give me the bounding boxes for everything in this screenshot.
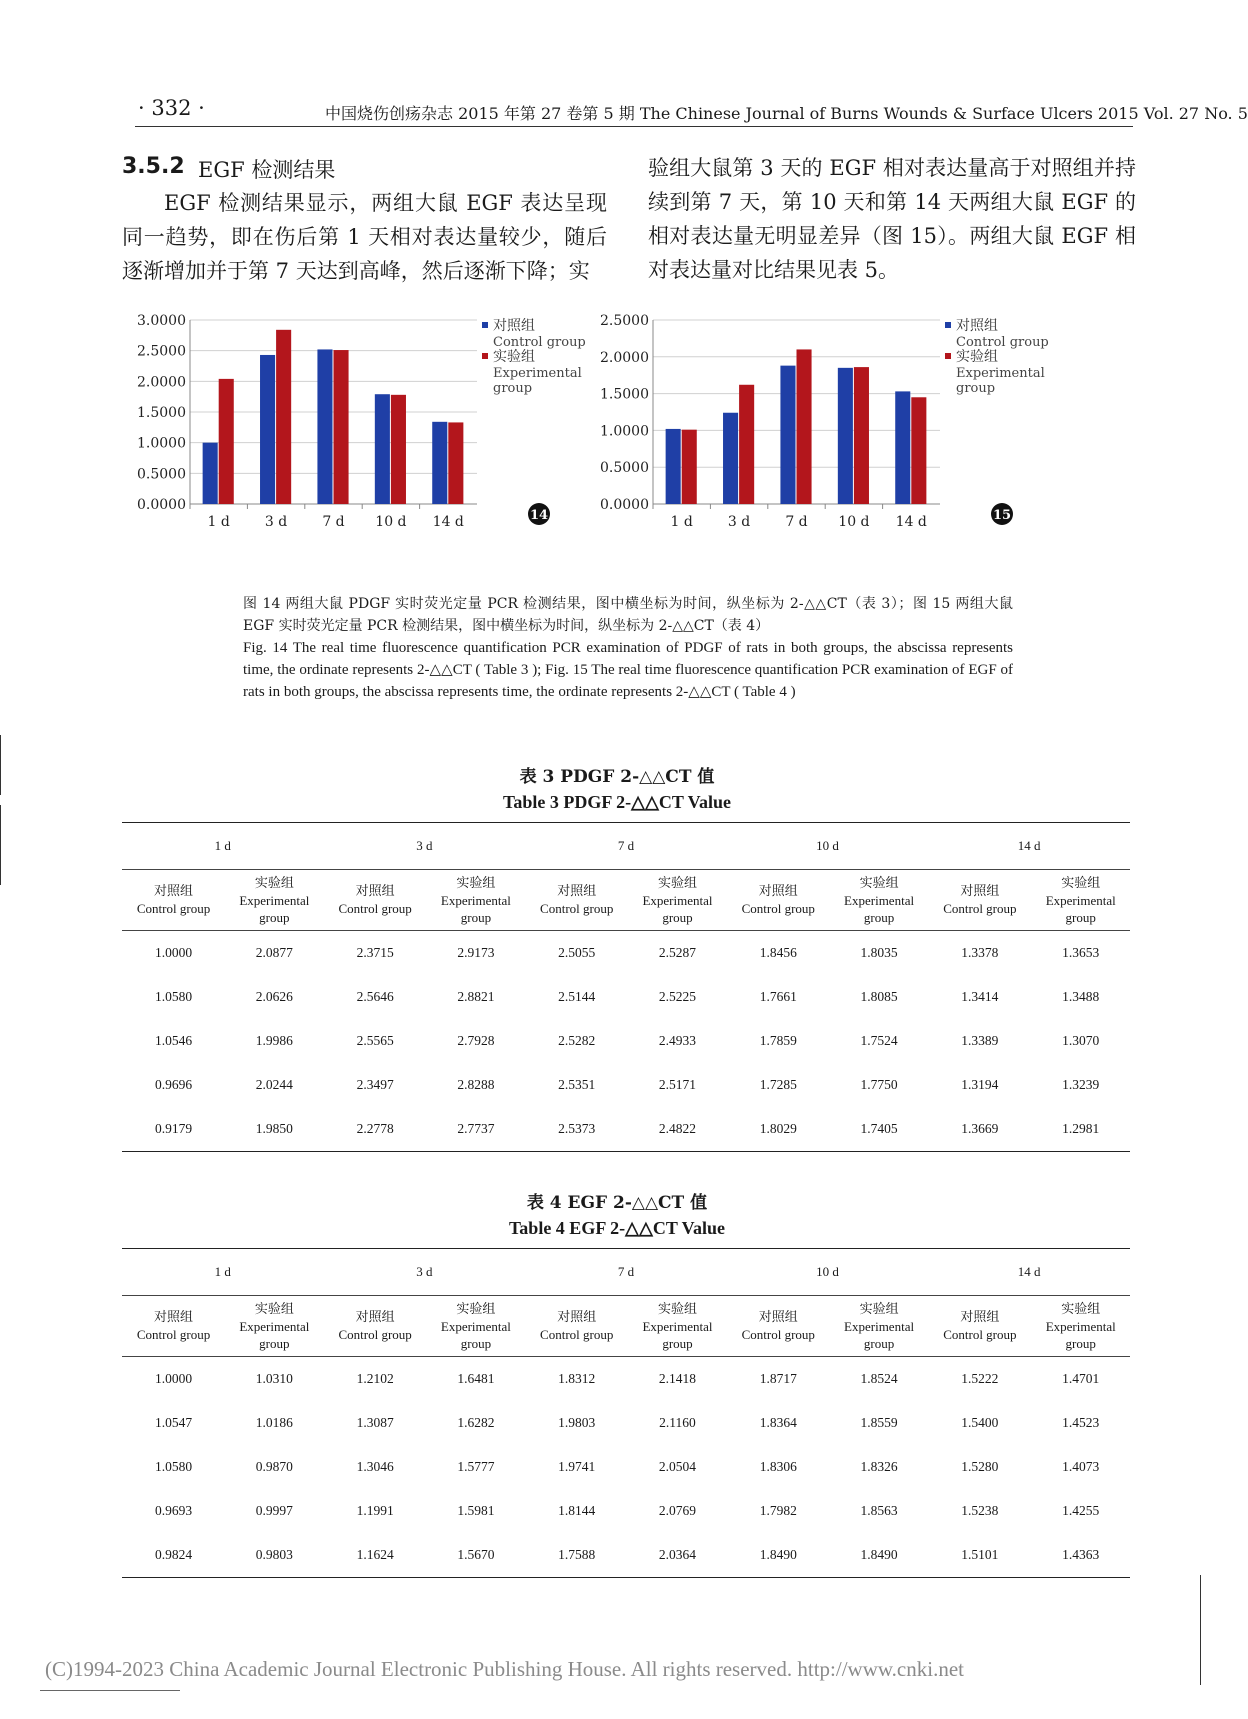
table-cell: 2.5351 — [558, 1077, 596, 1092]
table-cell: 1.5777 — [457, 1459, 495, 1474]
experimental-group-header: 实验组 Experimental group — [427, 870, 525, 931]
table-cell: 1.5238 — [961, 1503, 999, 1518]
table-cell: 1.9741 — [558, 1459, 596, 1474]
table-cell: 1.4073 — [1062, 1459, 1100, 1474]
bar-experimental — [682, 430, 697, 504]
bar-experimental — [911, 397, 926, 504]
table-cell: 1.2102 — [356, 1371, 394, 1386]
column-group-header: 1 d — [122, 1249, 324, 1296]
table-cell: 2.9173 — [457, 945, 495, 960]
bar-control — [260, 355, 275, 504]
table-cell: 2.0364 — [628, 1533, 726, 1578]
x-tick-label: 14 d — [895, 514, 927, 530]
table-cell: 2.4933 — [658, 1033, 697, 1048]
table-cell: 1.3488 — [1062, 989, 1100, 1004]
table-cell: 2.8288 — [457, 1077, 495, 1092]
table-cell: 1.7982 — [759, 1503, 797, 1518]
table3-title-en: Table 3 PDGF 2-△△CT Value — [502, 792, 732, 812]
table-cell: 1.3194 — [961, 1077, 999, 1092]
experimental-group-header: 实验组 Experimental group — [628, 1296, 726, 1357]
table-cell: 2.5646 — [356, 989, 394, 1004]
paragraph-text: EGF 检测结果显示，两组大鼠 EGF 表达呈现同一趋势，即在伤后第 1 天相对表达量较少，随后逐渐增加并于第 7 天达到高峰，然后逐渐下降；实 — [122, 191, 607, 283]
table-4 — [122, 1248, 1130, 1578]
footer-rule — [40, 1690, 180, 1691]
bar-experimental — [391, 395, 406, 504]
table4-title-zh: 表 4 EGF 2-△△CT 值 — [526, 1193, 708, 1213]
table-cell: 1.0580 — [154, 1459, 193, 1474]
legend-label-en: Control group — [493, 335, 586, 350]
table-cell: 2.0877 — [255, 945, 293, 960]
table4-title-en: Table 4 EGF 2-△△CT Value — [508, 1218, 726, 1238]
y-tick-label: 2.5000 — [137, 343, 186, 360]
table-cell: 2.2778 — [324, 1107, 427, 1152]
table-row — [122, 1107, 1130, 1152]
table-cell: 1.1624 — [324, 1533, 427, 1578]
table-cell: 1.3669 — [928, 1107, 1031, 1152]
experimental-group-header: 实验组 Experimental group — [427, 1296, 525, 1357]
table-cell: 2.5282 — [558, 1033, 596, 1048]
table-cell: 1.7285 — [759, 1077, 797, 1092]
table-cell: 1.8563 — [860, 1503, 898, 1518]
table-cell: 0.9870 — [255, 1459, 293, 1474]
control-group-header: 对照组 Control group — [928, 1296, 1031, 1357]
table-row — [122, 1445, 1130, 1489]
bar-experimental — [276, 330, 291, 504]
table-cell: 2.0769 — [658, 1503, 697, 1518]
column-group-header: 10 d — [727, 1249, 929, 1296]
bar-experimental — [334, 350, 349, 504]
table-cell: 1.7524 — [860, 1033, 898, 1048]
legend-swatch — [482, 353, 488, 359]
table-cell: 0.9696 — [154, 1077, 193, 1092]
table-cell: 2.7737 — [427, 1107, 525, 1152]
table-cell: 1.7859 — [759, 1033, 797, 1048]
control-group-header: 对照组 Control group — [525, 870, 628, 931]
table-cell: 1.5280 — [961, 1459, 999, 1474]
running-head: 中国烧伤创疡杂志 2015 年第 27 卷第 5 期 The Chinese Journal of Burns Wounds & Surface Ulcers 2015 Vol. 27 No. 5 — [325, 104, 1248, 123]
table3-title-zh: 表 3 PDGF 2-△△CT 值 — [519, 767, 715, 787]
table-cell: 2.7928 — [457, 1033, 495, 1048]
table-cell: 2.0504 — [658, 1459, 697, 1474]
bar-experimental — [448, 422, 463, 504]
table-cell: 1.7405 — [830, 1107, 928, 1152]
column-group-header: 14 d — [928, 823, 1130, 870]
table-cell: 1.8085 — [860, 989, 898, 1004]
y-tick-label: 3.0000 — [137, 313, 186, 329]
table-cell: 1.3070 — [1062, 1033, 1100, 1048]
legend-label-en: Experimental — [493, 366, 582, 381]
legend-label-en: Experimental — [956, 366, 1045, 381]
table-cell: 1.3046 — [356, 1459, 394, 1474]
control-group-header: 对照组 Control group — [727, 1296, 830, 1357]
table-cell: 2.5055 — [558, 945, 596, 960]
table-cell: 1.3414 — [961, 989, 999, 1004]
legend-label-zh: 实验组 — [493, 349, 535, 365]
table-cell: 1.5101 — [928, 1533, 1031, 1578]
table-cell: 1.4701 — [1062, 1371, 1100, 1386]
control-group-header: 对照组 Control group — [525, 1296, 628, 1357]
margin-mark — [1200, 1575, 1201, 1685]
table-cell: 1.3378 — [961, 945, 999, 960]
table-cell: 2.8821 — [457, 989, 495, 1004]
y-tick-label: 0.0000 — [137, 497, 186, 513]
control-group-header: 对照组 Control group — [928, 870, 1031, 931]
legend-label-en: group — [493, 381, 533, 396]
y-tick-label: 0.5000 — [137, 466, 186, 483]
table-cell: 1.6481 — [457, 1371, 495, 1386]
y-tick-label: 2.5000 — [600, 313, 649, 329]
x-tick-label: 10 d — [838, 514, 870, 530]
experimental-group-header: 实验组 Experimental group — [1031, 1296, 1130, 1357]
figure-number: 15 — [992, 508, 1012, 523]
legend-swatch — [945, 322, 951, 328]
bar-control — [203, 443, 218, 504]
table-cell: 1.8559 — [860, 1415, 898, 1430]
table-cell: 0.9179 — [122, 1107, 225, 1152]
bar-control — [723, 413, 738, 504]
y-tick-label: 1.5000 — [137, 405, 186, 421]
table-cell: 1.5670 — [427, 1533, 525, 1578]
table-cell: 2.5565 — [356, 1033, 394, 1048]
table-cell: 1.0000 — [154, 1371, 193, 1386]
bar-control — [895, 391, 910, 504]
section-title: EGF 检测结果 — [198, 158, 336, 182]
table-cell: 1.9986 — [255, 1033, 293, 1048]
x-tick-label: 3 d — [264, 514, 288, 530]
body-paragraph-right — [648, 151, 1136, 287]
table-cell: 1.9850 — [225, 1107, 323, 1152]
legend-swatch — [945, 353, 951, 359]
table-cell: 1.8717 — [759, 1371, 797, 1386]
y-tick-label: 2.0000 — [600, 349, 649, 366]
table-cell: 1.8306 — [759, 1459, 797, 1474]
control-group-header: 对照组 Control group — [324, 870, 427, 931]
table-cell: 1.2981 — [1031, 1107, 1130, 1152]
legend-label-zh: 实验组 — [956, 349, 998, 365]
table-cell: 1.3389 — [961, 1033, 999, 1048]
control-group-header: 对照组 Control group — [122, 1296, 225, 1357]
x-tick-label: 1 d — [207, 514, 230, 530]
bar-experimental — [854, 367, 869, 504]
table-cell: 1.0580 — [154, 989, 193, 1004]
bar-control — [317, 349, 332, 504]
column-group-header: 14 d — [928, 1249, 1130, 1296]
table-cell: 1.3087 — [356, 1415, 394, 1430]
figure-14-bar-chart — [137, 313, 610, 583]
table-cell: 1.4255 — [1062, 1503, 1100, 1518]
table-cell: 1.0547 — [154, 1415, 193, 1430]
control-group-header: 对照组 Control group — [727, 870, 830, 931]
x-tick-label: 3 d — [727, 514, 751, 530]
x-tick-label: 14 d — [432, 514, 464, 530]
legend-label-zh: 对照组 — [493, 318, 535, 334]
table-cell: 0.9824 — [122, 1533, 225, 1578]
experimental-group-header: 实验组 Experimental group — [628, 870, 726, 931]
legend-label-en: Control group — [956, 335, 1049, 350]
column-group-header: 7 d — [525, 1249, 727, 1296]
table-cell: 1.8490 — [727, 1533, 830, 1578]
figure-15-bar-chart — [600, 313, 1115, 583]
table-cell: 2.1160 — [659, 1415, 696, 1430]
table-cell: 1.4363 — [1031, 1533, 1130, 1578]
table-row — [122, 931, 1130, 976]
bar-experimental — [797, 349, 812, 504]
x-tick-label: 7 d — [322, 514, 345, 530]
experimental-group-header: 实验组 Experimental group — [225, 1296, 323, 1357]
table-cell: 1.9803 — [558, 1415, 596, 1430]
table-cell: 1.0310 — [255, 1371, 293, 1386]
y-tick-label: 1.0000 — [137, 435, 186, 452]
table-row — [122, 1357, 1130, 1402]
bar-control — [780, 366, 795, 504]
bar-control — [375, 394, 390, 504]
table-cell: 1.0546 — [154, 1033, 193, 1048]
bar-control — [432, 422, 447, 504]
table-cell: 2.0626 — [255, 989, 293, 1004]
table-row — [122, 1063, 1130, 1107]
table-cell: 1.8364 — [759, 1415, 797, 1430]
margin-mark — [0, 805, 1, 885]
table-cell: 1.8312 — [558, 1371, 596, 1386]
table-cell: 1.8456 — [759, 945, 797, 960]
bar-experimental — [219, 379, 234, 504]
table-cell: 1.8524 — [860, 1371, 898, 1386]
table-cell: 1.7661 — [759, 989, 797, 1004]
experimental-group-header: 实验组 Experimental group — [830, 1296, 928, 1357]
table-cell: 2.3715 — [356, 945, 394, 960]
table-3 — [122, 822, 1130, 1152]
legend-swatch — [482, 322, 488, 328]
table-cell: 2.4822 — [628, 1107, 726, 1152]
table-cell: 2.0244 — [255, 1077, 293, 1092]
header-rule — [135, 126, 1133, 127]
column-group-header: 1 d — [122, 823, 324, 870]
table-cell: 1.6282 — [457, 1415, 495, 1430]
table-row — [122, 1019, 1130, 1063]
bar-control — [666, 429, 681, 504]
body-paragraph-left — [122, 186, 607, 288]
table-cell: 1.0186 — [255, 1415, 293, 1430]
x-tick-label: 10 d — [375, 514, 407, 530]
table-cell: 0.9997 — [255, 1503, 293, 1518]
table-cell: 1.8490 — [830, 1533, 928, 1578]
table-cell: 1.8029 — [727, 1107, 830, 1152]
table-row — [122, 1533, 1130, 1578]
margin-mark — [0, 735, 1, 795]
table-cell: 2.5287 — [658, 945, 697, 960]
copyright-footer: (C)1994-2023 China Academic Journal Electronic Publishing House. All rights reserved. http://www.cnki.net — [45, 1657, 964, 1681]
table-cell: 1.3653 — [1062, 945, 1100, 960]
table-cell: 1.5222 — [961, 1371, 999, 1386]
column-group-header: 7 d — [525, 823, 727, 870]
table-cell: 1.4523 — [1062, 1415, 1100, 1430]
table-cell: 2.5373 — [525, 1107, 628, 1152]
table-cell: 1.1991 — [356, 1503, 394, 1518]
table-cell: 2.5144 — [558, 989, 596, 1004]
experimental-group-header: 实验组 Experimental group — [225, 870, 323, 931]
table-cell: 1.8144 — [558, 1503, 596, 1518]
page-number: · 332 · — [138, 96, 205, 120]
section-number: 3.5.2 — [122, 154, 185, 179]
table-cell: 0.9693 — [154, 1503, 193, 1518]
table-cell: 2.5171 — [658, 1077, 697, 1092]
y-tick-label: 1.0000 — [600, 423, 649, 440]
table-row — [122, 1489, 1130, 1533]
experimental-group-header: 实验组 Experimental group — [1031, 870, 1130, 931]
figure-caption-zh: 图 14 两组大鼠 PDGF 实时荧光定量 PCR 检测结果，图中横坐标为时间，纵坐标为 2-△△CT（表 3）；图 15 两组大鼠 EGF 实时荧光定量 PCR 检测结果，图中横坐标为时间，纵坐标为 2-△△CT（表 4） — [243, 596, 1013, 634]
x-tick-label: 7 d — [785, 514, 808, 530]
table-cell: 2.3497 — [356, 1077, 394, 1092]
bar-experimental — [739, 385, 754, 504]
table-cell: 0.9803 — [225, 1533, 323, 1578]
y-tick-label: 1.5000 — [600, 386, 649, 403]
experimental-group-header: 实验组 Experimental group — [830, 870, 928, 931]
y-tick-label: 0.5000 — [600, 460, 649, 477]
legend-label-zh: 对照组 — [956, 318, 998, 334]
column-group-header: 3 d — [324, 823, 526, 870]
legend-label-en: group — [956, 381, 996, 396]
paragraph-text: 验组大鼠第 3 天的 EGF 相对表达量高于对照组并持续到第 7 天，第 10 天和第 14 天两组大鼠 EGF 的相对表达量无明显差异（图 15）。两组大鼠 EGF 相对表达量对比结果见表 5。 — [648, 156, 1136, 282]
control-group-header: 对照组 Control group — [122, 870, 225, 931]
figure-number: 14 — [529, 508, 549, 523]
table-cell: 1.3239 — [1062, 1077, 1100, 1092]
table-cell: 1.7588 — [525, 1533, 628, 1578]
bar-control — [838, 368, 853, 504]
y-tick-label: 0.0000 — [600, 497, 649, 513]
table-cell: 1.5981 — [457, 1503, 495, 1518]
table-row — [122, 975, 1130, 1019]
table-cell: 1.0000 — [154, 945, 193, 960]
control-group-header: 对照组 Control group — [324, 1296, 427, 1357]
table-row — [122, 1401, 1130, 1445]
column-group-header: 10 d — [727, 823, 929, 870]
figure-caption-en: Fig. 14 The real time fluorescence quantification PCR examination of PDGF of rats in both groups, the abscissa represents time, the ordinate represents 2-△△CT ( Table 3 ); Fig. 15 The real time fluorescence quantification PCR examination of EGF of rats in both groups, the abscissa represents time, the ordinate represents 2-△△CT ( Table 4 ) — [243, 640, 1013, 700]
table-cell: 1.8326 — [860, 1459, 898, 1474]
table-cell: 1.7750 — [860, 1077, 898, 1092]
table-cell: 2.1418 — [658, 1371, 697, 1386]
column-group-header: 3 d — [324, 1249, 526, 1296]
table-cell: 1.5400 — [961, 1415, 999, 1430]
table-cell: 1.8035 — [860, 945, 898, 960]
x-tick-label: 1 d — [670, 514, 693, 530]
y-tick-label: 2.0000 — [137, 374, 186, 391]
table-cell: 2.5225 — [658, 989, 697, 1004]
